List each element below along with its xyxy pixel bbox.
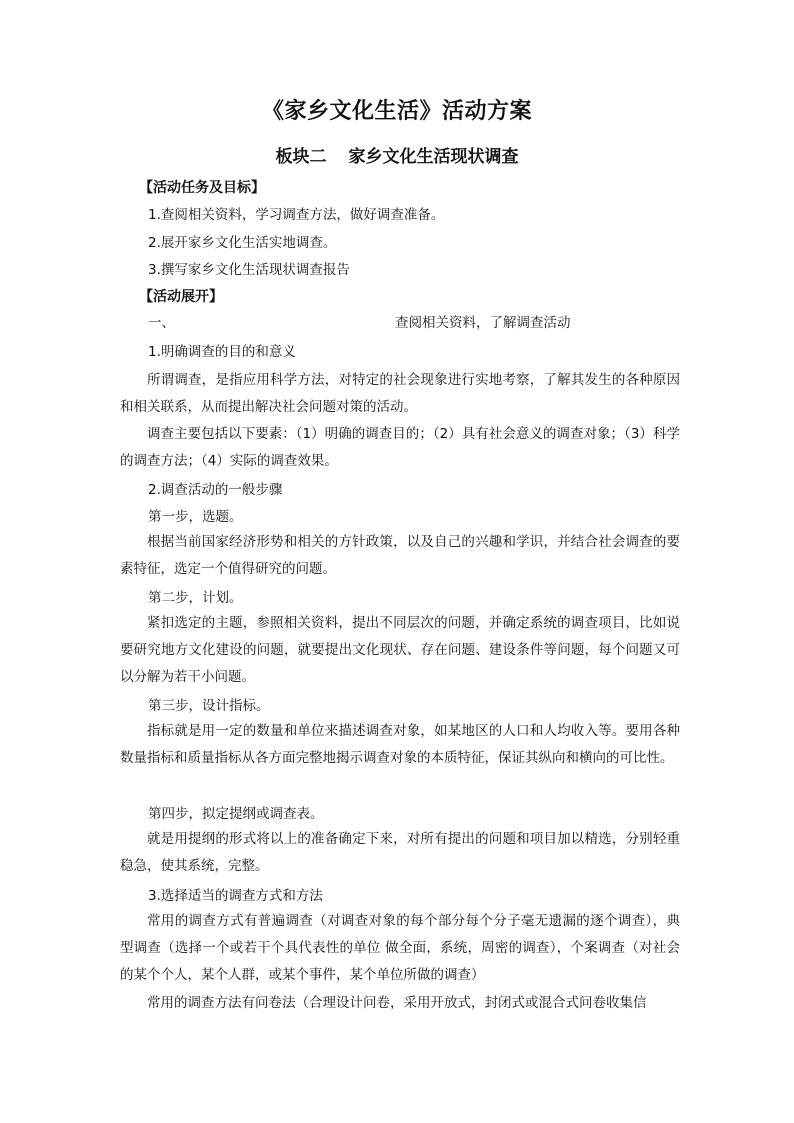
tasks-heading: 【活动任务及目标】 [139, 180, 265, 196]
step-3-text: 指标就是用一定的数量和单位来描述调查对象，如某地区的人口和人均收入等。要用各种数量指标和质量指标从各方面完整地揭示调查对象的本质特征，保证其纵向和横向的可比性。 [120, 723, 680, 766]
part-one-number: 一、 [148, 315, 175, 331]
subsection-3-heading: 3.选择适当的调查方式和方法 [148, 888, 323, 904]
section-subtitle [0, 146, 794, 168]
paragraph-elements: 调查主要包括以下要素：（1）明确的调查目的；（2）具有社会意义的调查对象；（3）科学的调查方法；（4）实际的调查效果。 [120, 426, 680, 469]
step-4-label: 第四步，拟定提纲或调查表。 [148, 806, 324, 822]
paragraph-definition: 所谓调查，是指应用科学方法，对特定的社会现象进行实地考察，了解其发生的各种原因和相关联系，从而提出解决社会问题对策的活动。 [120, 372, 680, 415]
part-one-heading [148, 313, 708, 333]
paragraph-survey-modes: 常用的调查方式有普遍调查（对调查对象的每个部分每个分子毫无遗漏的逐个调查），典型调查（选择一个或若干个具代表性的单位 做全面，系统，周密的调查），个案调查（对社会的某个个人，某个人群，或某个事件，某个单位所做的调查） [120, 913, 680, 983]
step-1-label: 第一步，选题。 [148, 509, 243, 525]
step-1-text: 根据当前国家经济形势和相关的方针政策，以及自己的兴趣和学识，并结合社会调查的要素特征，选定一个值得研究的问题。 [120, 534, 680, 577]
subsection-2-heading: 2.调查活动的一般步骤 [148, 482, 283, 498]
step-2-text: 紧扣选定的主题，参照相关资料，提出不同层次的问题，并确定系统的调查项目，比如说要研究地方文化建设的问题，就要提出文化现状、存在问题、建设条件等问题，每个问题又可以分解为若干小问题。 [120, 615, 680, 685]
subsection-1-heading: 1.明确调查的目的和意义 [148, 344, 296, 360]
step-4-text: 就是用提纲的形式将以上的准备确定下来，对所有提出的问题和项目加以精选，分别轻重稳急，使其系统，完整。 [120, 831, 680, 874]
task-item-1: 1.查阅相关资料，学习调查方法，做好调查准备。 [148, 207, 445, 223]
part-one-title: 查阅相关资料，了解调查活动 [395, 315, 571, 331]
unfold-heading: 【活动展开】 [139, 289, 223, 305]
paragraph-survey-methods: 常用的调查方法有问卷法（合理设计问卷，采用开放式，封闭式或混合式问卷收集信 [147, 995, 647, 1011]
task-item-3: 3.撰写家乡文化生活现状调查报告 [148, 262, 350, 278]
subtitle-block-label: 板块二 [275, 147, 327, 167]
subtitle-block-name: 家乡文化生活现状调查 [348, 147, 519, 167]
document-title: 《家乡文化生活》活动方案 [261, 98, 532, 124]
step-2-label: 第二步，计划。 [148, 590, 243, 606]
step-3-label: 第三步，设计指标。 [148, 698, 270, 714]
task-item-2: 2.展开家乡文化生活实地调查。 [148, 235, 337, 251]
